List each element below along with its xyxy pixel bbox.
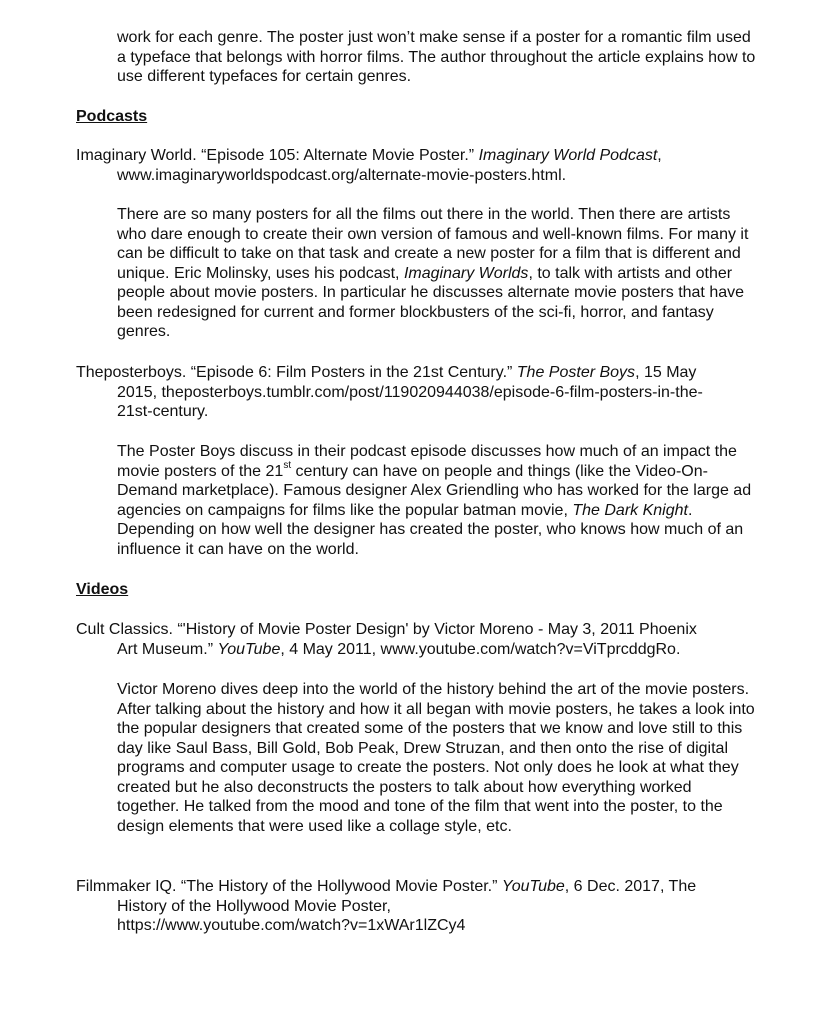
citation-continuation: https://www.youtube.com/watch?v=1xWAr1lZCy4: [117, 917, 466, 934]
citation-lead: Imaginary World. “Episode 105: Alternate Movie Poster.”: [76, 147, 479, 164]
citation-poster-boys: [76, 363, 756, 422]
annotation-imaginary-world: [117, 205, 756, 342]
annotation-poster-boys: [117, 442, 756, 559]
annotation-text: There are so many posters for all the films out there in the world. Then there are artists who dare enough to create their own version of famous and well-known films. For many it can be difficult to take on that task and create a new poster for a film that is different and unique. Eric Molinsky, uses his podcast,: [117, 206, 749, 282]
annotation-italic-title: Imaginary Worlds: [403, 264, 529, 282]
citation-container: The Poster Boys: [516, 364, 636, 381]
citation-container: YouTube: [217, 640, 281, 658]
citation-continuation: www.imaginaryworldspodcast.org/alternate-movie-posters.html.: [117, 166, 567, 184]
annotation-italic-title: The Dark Knight: [572, 501, 688, 519]
citation-continuation: [76, 640, 756, 660]
citation-imaginary-world: [76, 146, 756, 185]
annotation-text: century can have on people and things (like the Video-On-Demand marketplace). Famous designer Alex Griendling who has worked for the large ad agencies on campaigns for films like the popular batman movie,: [117, 462, 752, 519]
annotation-cult-classics: Victor Moreno dives deep into the world of the history behind the art of the movie posters. After talking about the history and how it all began with movie posters, he takes a look into the popular designers that created some of the posters that we know and love still to this day like Saul Bass, Bill Gold, Bob Peak, Drew Struzan, and then onto the rise of digital programs and computer usage to create the posters. Not only does he look at what they created but he also deconstructs the posters to talk about how everything worked together. He talked from the mood and tone of the film that went into the poster, to the design elements that were used like a collage style, etc.: [117, 681, 755, 835]
citation-after-container: , 6 Dec. 2017, The: [564, 878, 697, 895]
citation-continuation-text: Art Museum.”: [117, 640, 218, 658]
top-paragraph: work for each genre. The poster just won’t make sense if a poster for a romantic film used a typeface that belongs with horror films. The author throughout the article explains how to use different typefaces for certain genres.: [117, 29, 756, 85]
citation-lead: Filmmaker IQ. “The History of the Hollywood Movie Poster.”: [76, 878, 502, 895]
citation-continuation: History of the Hollywood Movie Poster,: [117, 897, 391, 915]
citation-lead: Theposterboys. “Episode 6: Film Posters in the 21st Century.”: [76, 364, 517, 381]
annotation-superscript: st: [283, 460, 292, 472]
annotation-text: The Poster Boys discuss in their podcast episode discusses how much of an impact the movie posters of the 21: [117, 443, 737, 480]
videos-heading: Videos: [76, 581, 129, 598]
citation-container: YouTube: [501, 878, 565, 895]
citation-lead: Cult Classics. “'History of Movie Poster Design' by Victor Moreno - May 3, 2011 Phoenix: [76, 621, 697, 638]
citation-filmmaker-iq: [76, 877, 756, 936]
citation-after-container: , 15 May: [635, 364, 697, 381]
podcasts-heading: Podcasts: [76, 108, 148, 125]
citation-continuation-text: , 4 May 2011, www.youtube.com/watch?v=ViTprcddgRo.: [280, 640, 681, 658]
citation-container: Imaginary World Podcast: [478, 147, 658, 164]
citation-cult-classics: [76, 620, 756, 659]
citation-after-container: ,: [657, 147, 662, 164]
annotation-text: . Depending on how well the designer has created the poster, who knows how much of an influence it can have on the world.: [117, 501, 744, 558]
annotation-text: , to talk with artists and other people about movie posters. In particular he discusses alternate movie posters that have been redesigned for current and former blockbusters of the sci-fi, horror, and fantasy genres.: [117, 264, 745, 340]
citation-continuation: 2015, theposterboys.tumblr.com/post/119020944038/episode-6-film-posters-in-the-21st-century.: [117, 383, 703, 420]
